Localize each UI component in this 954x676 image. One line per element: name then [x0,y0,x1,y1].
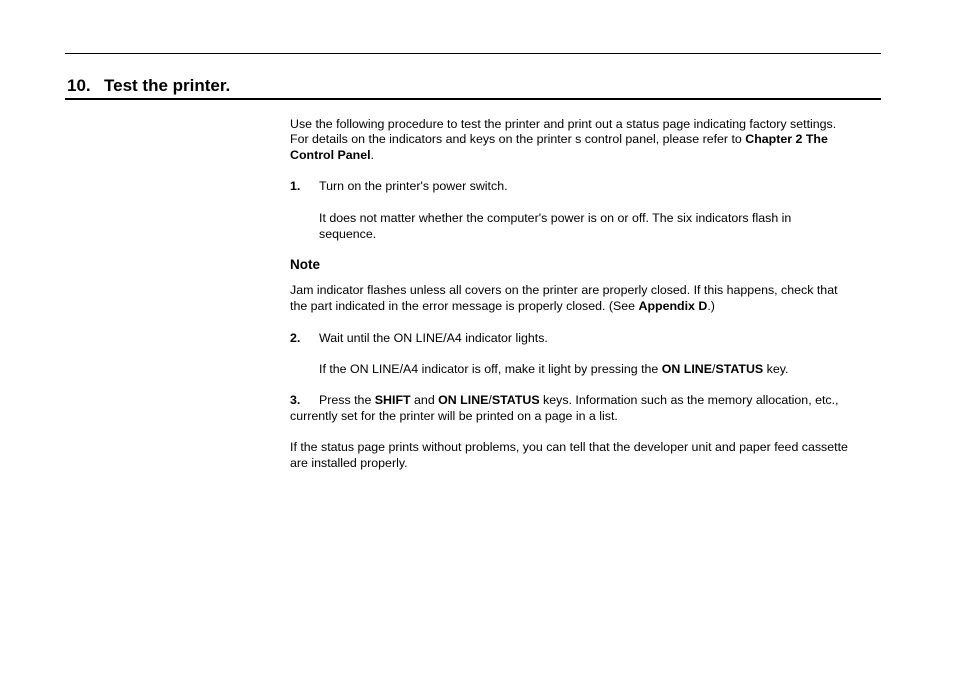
step-2-detail: If the ON LINE/A4 indicator is off, make it light by pressing the ON LINE/STATUS key. [319,362,789,376]
note-line-2: the part indicated in the error message is properly closed. (See Appendix D.) [290,299,715,313]
intro-line-3: Control Panel. [290,148,374,162]
step-1-detail-line-1: It does not matter whether the computer's power is on or off. The six indicators flash in [319,211,792,225]
step-1-text: Turn on the printer's power switch. [319,179,508,193]
note-line-1: Jam indicator flashes unless all covers on the printer are properly closed. If this happens, check that [290,283,838,297]
section-number: 10. [67,76,91,95]
top-rule [65,53,881,54]
step-3-line-2: currently set for the printer will be printed on a page in a list. [290,409,618,423]
step-2-text: Wait until the ON LINE/A4 indicator lights. [319,331,548,345]
closing-line-1: If the status page prints without problems, you can tell that the developer unit and paper feed cassette [290,440,848,454]
note-title: Note [290,257,320,272]
step-1 [290,178,890,194]
step-1-number: 1. [290,179,301,193]
step-3: 3. Press the SHIFT and ON LINE/STATUS keys. Information such as the memory allocation, etc., [290,393,839,407]
heading-rule [65,98,881,100]
intro-line-1: Use the following procedure to test the printer and print out a status page indicating factory settings. [290,117,837,131]
section-title: Test the printer. [104,76,231,95]
shift-key: SHIFT [374,393,411,407]
step-2 [290,330,890,346]
chapter-reference: Chapter 2 The [745,132,828,146]
section-heading [67,76,230,96]
chapter-reference-cont: Control Panel [290,148,371,162]
step-2-number: 2. [290,331,301,345]
appendix-reference: Appendix D [638,299,708,313]
step-3-number: 3. [290,393,301,407]
closing-line-2: are installed properly. [290,456,408,470]
intro-line-2: For details on the indicators and keys on the printer s control panel, please refer to Chapter 2 The [290,132,828,146]
step-1-detail-line-2: sequence. [319,227,377,241]
